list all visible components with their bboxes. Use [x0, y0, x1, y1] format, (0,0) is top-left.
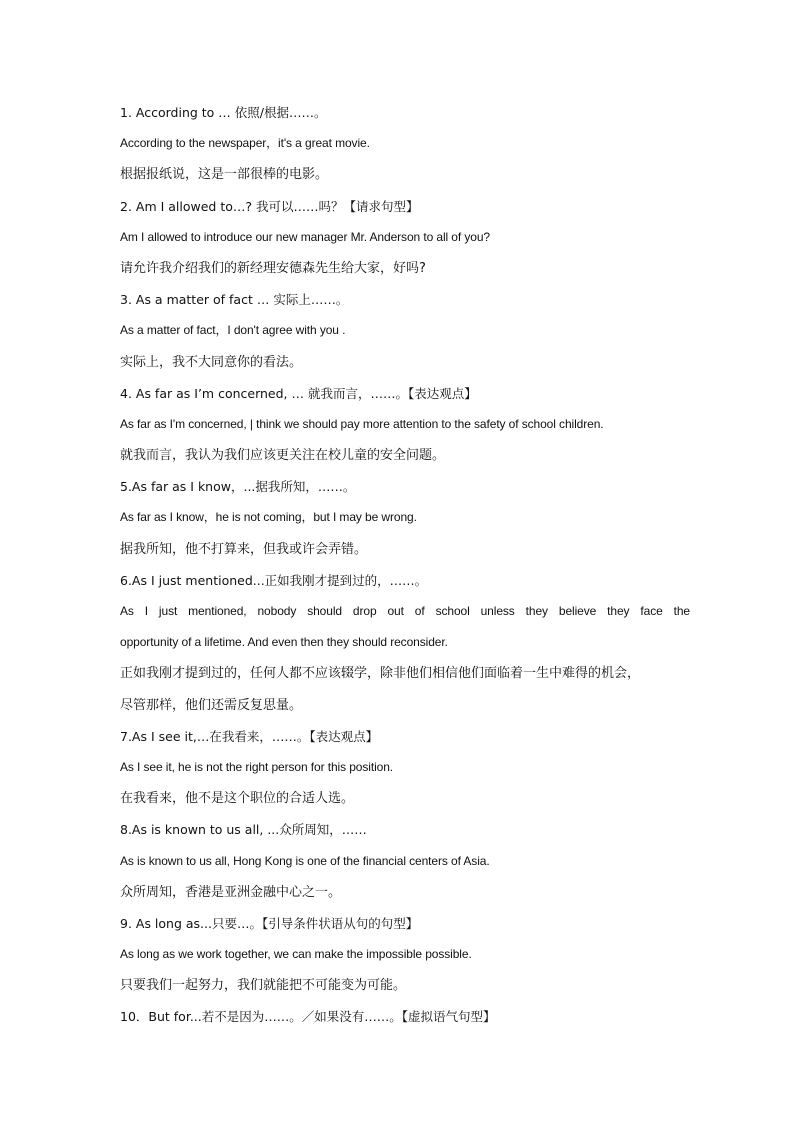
english-example: As long as we work together, we can make the impossible possible. [120, 947, 472, 962]
entry-heading: 8.As is known to us all, ...众所周知，…… [120, 822, 367, 838]
entry-8 [120, 814, 690, 908]
chinese-translation: 只要我们一起努力，我们就能把不可能变为可能。 [120, 978, 407, 994]
entry-5 [120, 471, 690, 565]
entry-heading: 2. Am I allowed to…? 我可以……吗？【请求句型】 [120, 198, 419, 214]
english-example: opportunity of a lifetime. And even then they should reconsider. [120, 635, 448, 650]
entry-heading: 9. As long as...只要…。【引导条件状语从句的句型】 [120, 915, 419, 931]
chinese-translation: 请允许我介绍我们的新经理安德森先生给大家，好吗? [120, 260, 426, 276]
english-example: As I see it, he is not the right person for this position. [120, 759, 394, 774]
english-example: As far as I know，he is not coming，but I may be wrong. [120, 510, 417, 525]
entry-heading: 6.As I just mentioned...正如我刚才提到过的，……。 [120, 572, 428, 588]
chinese-translation: 尽管那样，他们还需反复思量。 [120, 697, 303, 713]
entry-4 [120, 378, 690, 472]
english-example: As I just mentioned, nobody should drop out of school unless they believe they face the [120, 604, 690, 618]
english-example: According to the newspaper，it's a great movie. [120, 136, 370, 151]
entry-9 [120, 908, 690, 1002]
entry-heading: 7.As I see it,…在我看来，……。【表达观点】 [120, 728, 379, 744]
entry-7 [120, 721, 690, 815]
chinese-translation: 众所周知，香港是亚洲金融中心之一。 [120, 884, 342, 900]
chinese-translation: 就我而言，我认为我们应该更关注在校儿童的安全问题。 [120, 448, 446, 464]
chinese-translation: 根据报纸说，这是一部很棒的电影。 [120, 167, 329, 183]
chinese-translation: 实际上，我不大同意你的看法。 [120, 354, 303, 370]
entry-6 [120, 565, 690, 721]
document-page [120, 97, 690, 1033]
english-example: As a matter of fact，I don't agree with you . [120, 323, 346, 338]
entry-heading: 3. As a matter of fact … 实际上……。 [120, 292, 349, 308]
entry-heading: 1. According to … 依照/根据……。 [120, 105, 327, 120]
english-example: As is known to us all, Hong Kong is one of the financial centers of Asia. [120, 853, 490, 868]
chinese-translation: 在我看来，他不是这个职位的合适人选。 [120, 791, 355, 807]
entry-heading: 5.As far as I know，...据我所知，……。 [120, 479, 356, 495]
english-example: As far as I'm concerned, | think we should pay more attention to the safety of school children. [120, 416, 604, 431]
chinese-translation: 正如我刚才提到过的，任何人都不应该辍学，除非他们相信他们面临着一生中难得的机会， [120, 666, 641, 682]
entry-3 [120, 284, 690, 378]
entry-heading: 4. As far as I’m concerned, … 就我而言，……。【表达观点】 [120, 385, 477, 401]
entry-2 [120, 191, 690, 285]
entry-10 [120, 1001, 690, 1032]
chinese-translation: 据我所知，他不打算来，但我或许会弄错。 [120, 541, 368, 557]
entry-1 [120, 97, 690, 191]
entry-heading: 10．But for...若不是因为……。／如果没有……。【虚拟语气句型】 [120, 1009, 496, 1025]
english-example: Am I allowed to introduce our new manager Mr. Anderson to all of you? [120, 229, 490, 244]
